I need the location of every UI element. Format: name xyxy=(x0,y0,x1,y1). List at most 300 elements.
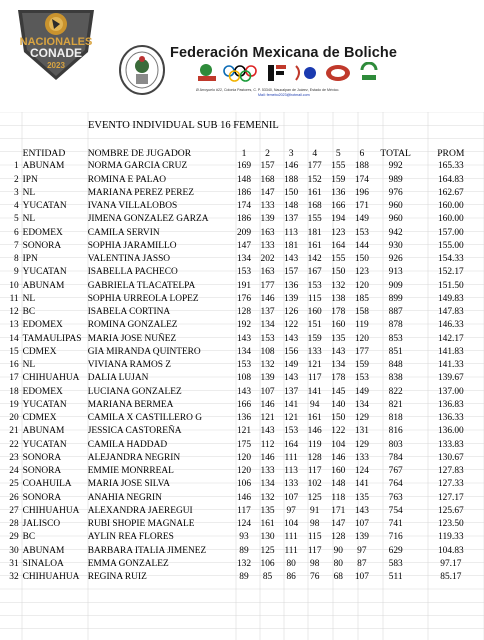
total-cell: 818 xyxy=(388,413,403,424)
average-cell: 104.83 xyxy=(437,545,464,556)
game-score-cell: 94 xyxy=(310,399,320,410)
total-cell: 716 xyxy=(388,532,403,543)
average-cell: 155.00 xyxy=(437,240,464,251)
entidad-cell: IPN xyxy=(22,254,38,265)
federation-seal-icon xyxy=(118,44,166,96)
federation-address: Ø Arroyuelo #22, Colonia Pastores, C. P. 53340, Naucalpan de Juárez, Estado de México. xyxy=(196,88,340,92)
player-name-cell: AYLIN REA FLORES xyxy=(87,532,174,543)
rank-cell: 8 xyxy=(13,254,19,265)
total-cell: 821 xyxy=(388,399,403,410)
game-score-cell: 188 xyxy=(354,161,369,172)
average-cell: 164.83 xyxy=(437,174,464,185)
game-score-cell: 147 xyxy=(236,240,251,251)
game-score-cell: 129 xyxy=(354,439,369,450)
game-score-cell: 143 xyxy=(331,346,346,357)
game-score-cell: 93 xyxy=(239,532,249,543)
game-score-cell: 167 xyxy=(307,267,322,278)
average-cell: 127.17 xyxy=(437,492,464,503)
game-score-cell: 143 xyxy=(284,254,299,265)
game-score-cell: 137 xyxy=(284,214,299,225)
game-score-cell: 138 xyxy=(331,293,346,304)
game-score-cell: 128 xyxy=(236,307,251,318)
svg-text:NACIONALES: NACIONALES xyxy=(19,36,93,48)
entidad-cell: ABUNAM xyxy=(22,426,65,437)
game-score-cell: 150 xyxy=(331,267,346,278)
game-score-cell: 122 xyxy=(284,320,299,331)
total-cell: 942 xyxy=(388,227,403,238)
game-score-cell: 166 xyxy=(236,399,251,410)
game-score-cell: 111 xyxy=(284,545,298,556)
game-score-cell: 188 xyxy=(284,174,299,185)
game-score-cell: 143 xyxy=(284,333,299,344)
table-row xyxy=(0,478,484,491)
game-score-cell: 134 xyxy=(260,320,275,331)
game-score-cell: 156 xyxy=(284,346,299,357)
game-score-cell: 153 xyxy=(236,360,251,371)
game-score-cell: 177 xyxy=(354,346,369,357)
rank-cell: 9 xyxy=(13,267,19,278)
game-score-cell: 148 xyxy=(284,201,299,212)
total-cell: 784 xyxy=(388,452,403,463)
average-cell: 127.33 xyxy=(437,479,464,490)
federation-mail-link[interactable]: Mail: femebo2023@hotmail.com xyxy=(258,93,310,97)
table-row xyxy=(0,571,484,584)
player-name-cell: ROMINA E PALAO xyxy=(87,174,166,185)
game-score-cell: 120 xyxy=(236,452,251,463)
entidad-cell: YUCATAN xyxy=(22,399,67,410)
table-row xyxy=(0,399,484,412)
game-score-cell: 136 xyxy=(236,413,251,424)
game-score-cell: 89 xyxy=(239,572,249,583)
game-score-cell: 113 xyxy=(284,466,298,477)
rank-cell: 3 xyxy=(13,187,19,198)
table-row xyxy=(0,213,484,226)
game-score-cell: 149 xyxy=(354,386,369,397)
game-score-cell: 161 xyxy=(307,187,322,198)
game-score-cell: 143 xyxy=(354,505,369,516)
total-cell: 976 xyxy=(388,187,403,198)
player-name-cell: JIMENA GONZALEZ GARZA xyxy=(87,214,209,225)
column-header: 2 xyxy=(265,148,270,160)
game-score-cell: 186 xyxy=(236,214,251,225)
rank-cell: 20 xyxy=(9,413,19,424)
total-cell: 848 xyxy=(388,360,403,371)
game-score-cell: 133 xyxy=(307,346,322,357)
game-score-cell: 174 xyxy=(236,201,251,212)
entidad-cell: NL xyxy=(22,187,36,198)
game-score-cell: 147 xyxy=(331,519,346,530)
column-header: NOMBRE DE JUGADOR xyxy=(87,148,192,160)
game-score-cell: 175 xyxy=(236,439,251,450)
entidad-cell: CDMEX xyxy=(22,413,57,424)
game-score-cell: 120 xyxy=(354,280,369,291)
game-score-cell: 111 xyxy=(284,452,298,463)
game-score-cell: 171 xyxy=(354,201,369,212)
average-cell: 157.00 xyxy=(437,227,464,238)
average-cell: 136.00 xyxy=(437,426,464,437)
entidad-cell: ABUNAM xyxy=(22,161,65,172)
game-score-cell: 117 xyxy=(307,466,322,477)
average-cell: 141.33 xyxy=(437,360,464,371)
game-score-cell: 130 xyxy=(260,532,275,543)
game-score-cell: 89 xyxy=(239,545,249,556)
game-score-cell: 142 xyxy=(307,254,322,265)
rank-cell: 4 xyxy=(13,201,19,212)
cibyb-logo-icon xyxy=(362,63,376,80)
game-score-cell: 134 xyxy=(236,346,251,357)
sports-federation-logo-icon xyxy=(268,65,286,81)
rank-cell: 10 xyxy=(9,280,19,291)
total-cell: 909 xyxy=(388,280,403,291)
game-score-cell: 136 xyxy=(284,280,299,291)
rank-cell: 18 xyxy=(9,386,19,397)
column-header: TOTAL xyxy=(380,148,411,160)
entidad-cell: YUCATAN xyxy=(22,201,67,212)
rank-header xyxy=(0,147,21,160)
game-score-cell: 133 xyxy=(260,466,275,477)
game-score-cell: 134 xyxy=(260,479,275,490)
table-row xyxy=(0,518,484,531)
game-score-cell: 125 xyxy=(260,545,275,556)
game-score-cell: 160 xyxy=(331,466,346,477)
game-score-cell: 131 xyxy=(354,426,369,437)
game-score-cell: 97 xyxy=(286,505,296,516)
table-row xyxy=(0,240,484,253)
game-score-cell: 80 xyxy=(286,558,296,569)
table-row xyxy=(0,505,484,518)
player-name-cell: EMMA GONZALEZ xyxy=(87,558,169,569)
average-cell: 85.17 xyxy=(440,572,462,583)
table-row xyxy=(0,412,484,425)
game-score-cell: 191 xyxy=(236,280,251,291)
table-row xyxy=(0,253,484,266)
game-score-cell: 209 xyxy=(236,227,251,238)
entidad-cell: YUCATAN xyxy=(22,439,67,450)
game-score-cell: 153 xyxy=(354,373,369,384)
total-cell: 960 xyxy=(388,214,403,225)
game-score-cell: 98 xyxy=(310,558,320,569)
game-score-cell: 121 xyxy=(307,360,322,371)
game-score-cell: 151 xyxy=(307,320,322,331)
table-row xyxy=(0,174,484,187)
rank-cell: 2 xyxy=(13,174,19,185)
game-score-cell: 108 xyxy=(260,346,275,357)
game-score-cell: 186 xyxy=(236,187,251,198)
game-score-cell: 85 xyxy=(262,572,273,583)
game-score-cell: 166 xyxy=(331,201,346,212)
entidad-cell: ABUNAM xyxy=(22,545,65,556)
game-score-cell: 139 xyxy=(260,214,275,225)
rank-cell: 19 xyxy=(9,399,19,410)
game-score-cell: 134 xyxy=(331,360,346,371)
column-header: 1 xyxy=(241,148,247,160)
game-score-cell: 181 xyxy=(307,227,322,238)
game-score-cell: 80 xyxy=(333,558,343,569)
player-name-cell: ALEXANDRA JAEREGUI xyxy=(87,505,193,516)
game-score-cell: 147 xyxy=(260,187,275,198)
game-score-cell: 177 xyxy=(307,161,322,172)
average-cell: 149.83 xyxy=(437,293,464,304)
game-score-cell: 178 xyxy=(331,307,346,318)
total-cell: 913 xyxy=(388,267,403,278)
player-name-cell: RUBI SHOPIE MAGNALE xyxy=(87,519,195,530)
average-cell: 137.00 xyxy=(437,386,464,397)
table-row xyxy=(0,492,484,505)
entidad-cell: SONORA xyxy=(22,240,62,251)
average-cell: 139.67 xyxy=(437,373,464,384)
game-score-cell: 146 xyxy=(284,161,299,172)
total-cell: 803 xyxy=(388,439,403,450)
game-score-cell: 160 xyxy=(307,307,322,318)
game-score-cell: 192 xyxy=(236,320,251,331)
entidad-cell: CHIHUAHUA xyxy=(22,373,80,384)
game-score-cell: 119 xyxy=(355,320,369,331)
column-header: 6 xyxy=(359,148,365,160)
player-name-cell: DALIA LUJAN xyxy=(87,373,149,384)
game-score-cell: 143 xyxy=(236,333,251,344)
rank-cell: 24 xyxy=(9,466,19,477)
average-cell: 136.33 xyxy=(437,413,464,424)
letterhead xyxy=(0,0,484,112)
game-score-cell: 117 xyxy=(307,373,322,384)
player-name-cell: ANAHIA NEGRIN xyxy=(87,492,162,503)
game-score-cell: 144 xyxy=(354,240,369,251)
average-cell: 151.50 xyxy=(437,280,464,291)
average-cell: 165.33 xyxy=(437,161,464,172)
player-name-cell: CAMILA X CASTILLERO G xyxy=(87,413,203,424)
game-score-cell: 132 xyxy=(236,558,251,569)
game-score-cell: 87 xyxy=(357,558,367,569)
rank-cell: 17 xyxy=(9,373,19,384)
game-score-cell: 134 xyxy=(354,399,369,410)
game-score-cell: 122 xyxy=(331,426,346,437)
player-name-cell: CAMILA SERVIN xyxy=(87,227,160,238)
rank-cell: 11 xyxy=(9,293,19,304)
player-name-cell: VIVIANA RAMOS Z xyxy=(87,360,172,371)
game-score-cell: 132 xyxy=(260,492,275,503)
total-cell: 992 xyxy=(388,161,403,172)
total-cell: 887 xyxy=(388,307,403,318)
entidad-cell: NL xyxy=(22,293,36,304)
column-header: 5 xyxy=(335,148,341,160)
game-score-cell: 113 xyxy=(284,227,298,238)
player-name-cell: SOPHIA URREOLA LOPEZ xyxy=(87,293,199,304)
game-score-cell: 177 xyxy=(260,280,275,291)
sponsor-logos xyxy=(196,62,382,84)
entidad-cell: CDMEX xyxy=(22,346,57,357)
game-score-cell: 153 xyxy=(284,426,299,437)
average-cell: 152.17 xyxy=(437,267,464,278)
game-score-cell: 161 xyxy=(260,519,275,530)
player-name-cell: IVANA VILLALOBOS xyxy=(87,201,178,212)
total-cell: 853 xyxy=(388,333,403,344)
game-score-cell: 111 xyxy=(284,532,298,543)
average-cell: 127.83 xyxy=(437,466,464,477)
game-score-cell: 146 xyxy=(236,492,251,503)
rank-cell: 21 xyxy=(9,426,19,437)
entidad-cell: IPN xyxy=(22,174,38,185)
game-score-cell: 97 xyxy=(357,545,367,556)
player-name-cell: MARIA JOSE NUÑEZ xyxy=(87,333,177,344)
rank-cell: 1 xyxy=(13,161,19,172)
game-score-cell: 139 xyxy=(284,293,299,304)
svg-text:CONADE: CONADE xyxy=(29,46,83,60)
game-score-cell: 86 xyxy=(286,572,296,583)
average-cell: 123.50 xyxy=(437,519,464,530)
table-row xyxy=(0,333,484,346)
olympic-rings-icon xyxy=(224,66,256,81)
rank-cell: 27 xyxy=(9,505,19,516)
entidad-cell: YUCATAN xyxy=(22,267,67,278)
player-name-cell: GIA MIRANDA QUINTERO xyxy=(87,346,201,357)
average-cell: 154.33 xyxy=(437,254,464,265)
rank-cell: 22 xyxy=(9,439,19,450)
game-score-cell: 132 xyxy=(260,360,275,371)
game-score-cell: 161 xyxy=(307,240,322,251)
column-header: 4 xyxy=(312,148,318,160)
game-score-cell: 169 xyxy=(236,161,251,172)
table-row xyxy=(0,439,484,452)
game-score-cell: 104 xyxy=(331,439,346,450)
game-score-cell: 164 xyxy=(284,439,299,450)
average-cell: 160.00 xyxy=(437,214,464,225)
average-cell: 160.00 xyxy=(437,201,464,212)
event-title: EVENTO INDIVIDUAL SUB 16 FEMENIL xyxy=(88,120,279,131)
entidad-cell: JALISCO xyxy=(22,519,61,530)
player-name-cell: ALEJANDRA NEGRIN xyxy=(87,452,181,463)
game-score-cell: 133 xyxy=(284,479,299,490)
total-cell: 960 xyxy=(388,201,403,212)
table-row xyxy=(0,227,484,240)
game-score-cell: 159 xyxy=(354,360,369,371)
entidad-cell: BC xyxy=(22,307,36,318)
game-score-cell: 107 xyxy=(260,386,275,397)
game-score-cell: 150 xyxy=(331,413,346,424)
game-score-cell: 121 xyxy=(284,413,299,424)
nacionales-conade-logo xyxy=(8,2,104,84)
game-score-cell: 126 xyxy=(284,307,299,318)
column-header: 3 xyxy=(288,148,294,160)
game-score-cell: 146 xyxy=(260,399,275,410)
game-score-cell: 178 xyxy=(331,373,346,384)
total-cell: 989 xyxy=(388,174,403,185)
game-score-cell: 159 xyxy=(331,174,346,185)
player-name-cell: CAMILA HADDAD xyxy=(87,439,168,450)
rank-cell: 26 xyxy=(9,492,19,503)
game-score-cell: 133 xyxy=(260,240,275,251)
table-row xyxy=(0,386,484,399)
total-cell: 816 xyxy=(388,426,403,437)
game-score-cell: 141 xyxy=(354,479,369,490)
game-score-cell: 163 xyxy=(260,267,275,278)
rank-cell: 32 xyxy=(9,572,19,583)
game-score-cell: 120 xyxy=(354,333,369,344)
game-score-cell: 115 xyxy=(307,293,322,304)
game-score-cell: 104 xyxy=(284,519,299,530)
game-score-cell: 148 xyxy=(236,174,251,185)
bowling-ball-logo-icon xyxy=(326,65,350,81)
entidad-cell: NL xyxy=(22,214,36,225)
total-cell: 763 xyxy=(388,492,403,503)
rank-cell: 30 xyxy=(9,545,19,556)
average-cell: 162.67 xyxy=(437,187,464,198)
entidad-cell: CHIHUAHUA xyxy=(22,572,80,583)
game-score-cell: 76 xyxy=(310,572,320,583)
game-score-cell: 164 xyxy=(331,240,346,251)
rank-cell: 25 xyxy=(9,479,19,490)
total-cell: 767 xyxy=(388,466,403,477)
federation-title: Federación Mexicana de Boliche xyxy=(170,45,398,61)
player-name-cell: EMMIE MONRREAL xyxy=(87,466,174,477)
game-score-cell: 194 xyxy=(331,214,346,225)
rank-cell: 7 xyxy=(13,240,19,251)
game-score-cell: 161 xyxy=(307,413,322,424)
table-row xyxy=(0,558,484,571)
average-cell: 97.17 xyxy=(440,558,462,569)
table-header-row xyxy=(0,147,484,160)
total-cell: 930 xyxy=(388,240,403,251)
game-score-cell: 137 xyxy=(260,307,275,318)
total-cell: 926 xyxy=(388,254,403,265)
player-name-cell: BARBARA ITALIA JIMENEZ xyxy=(87,545,207,556)
game-score-cell: 143 xyxy=(284,373,299,384)
rank-cell: 29 xyxy=(9,532,19,543)
entidad-cell: EDOMEX xyxy=(22,320,63,331)
game-score-cell: 150 xyxy=(354,254,369,265)
player-name-cell: JESSICA CASTOREÑA xyxy=(87,426,182,437)
game-score-cell: 181 xyxy=(284,240,299,251)
game-score-cell: 155 xyxy=(331,161,346,172)
game-score-cell: 123 xyxy=(354,267,369,278)
game-score-cell: 143 xyxy=(236,386,251,397)
game-score-cell: 146 xyxy=(260,452,275,463)
entidad-cell: EDOMEX xyxy=(22,386,63,397)
entidad-cell: COAHUILA xyxy=(22,479,72,490)
game-score-cell: 112 xyxy=(260,439,275,450)
game-score-cell: 155 xyxy=(307,214,322,225)
game-score-cell: 135 xyxy=(260,505,275,516)
game-score-cell: 121 xyxy=(236,426,251,437)
game-score-cell: 107 xyxy=(284,492,299,503)
game-score-cell: 98 xyxy=(310,519,320,530)
rank-cell: 16 xyxy=(9,360,19,371)
player-name-cell: MARIANA BERMEA xyxy=(87,399,174,410)
total-cell: 754 xyxy=(388,505,403,516)
game-score-cell: 171 xyxy=(331,505,346,516)
game-score-cell: 185 xyxy=(354,293,369,304)
total-cell: 899 xyxy=(388,293,403,304)
game-score-cell: 143 xyxy=(260,426,275,437)
table-row xyxy=(0,372,484,385)
average-cell: 133.83 xyxy=(437,439,464,450)
game-score-cell: 121 xyxy=(260,413,275,424)
rank-cell: 14 xyxy=(9,333,19,344)
table-row xyxy=(0,346,484,359)
game-score-cell: 146 xyxy=(307,426,322,437)
game-score-cell: 145 xyxy=(331,386,346,397)
game-score-cell: 148 xyxy=(331,479,346,490)
table-row xyxy=(0,319,484,332)
game-score-cell: 155 xyxy=(331,254,346,265)
total-cell: 511 xyxy=(388,572,403,583)
player-name-cell: LUCIANA GONZALEZ xyxy=(87,386,182,397)
table-row xyxy=(0,187,484,200)
game-score-cell: 108 xyxy=(236,373,251,384)
game-score-cell: 135 xyxy=(354,492,369,503)
player-name-cell: VALENTINA JASSO xyxy=(87,254,171,265)
svg-text:2023: 2023 xyxy=(47,61,65,70)
rank-cell: 5 xyxy=(13,214,19,225)
